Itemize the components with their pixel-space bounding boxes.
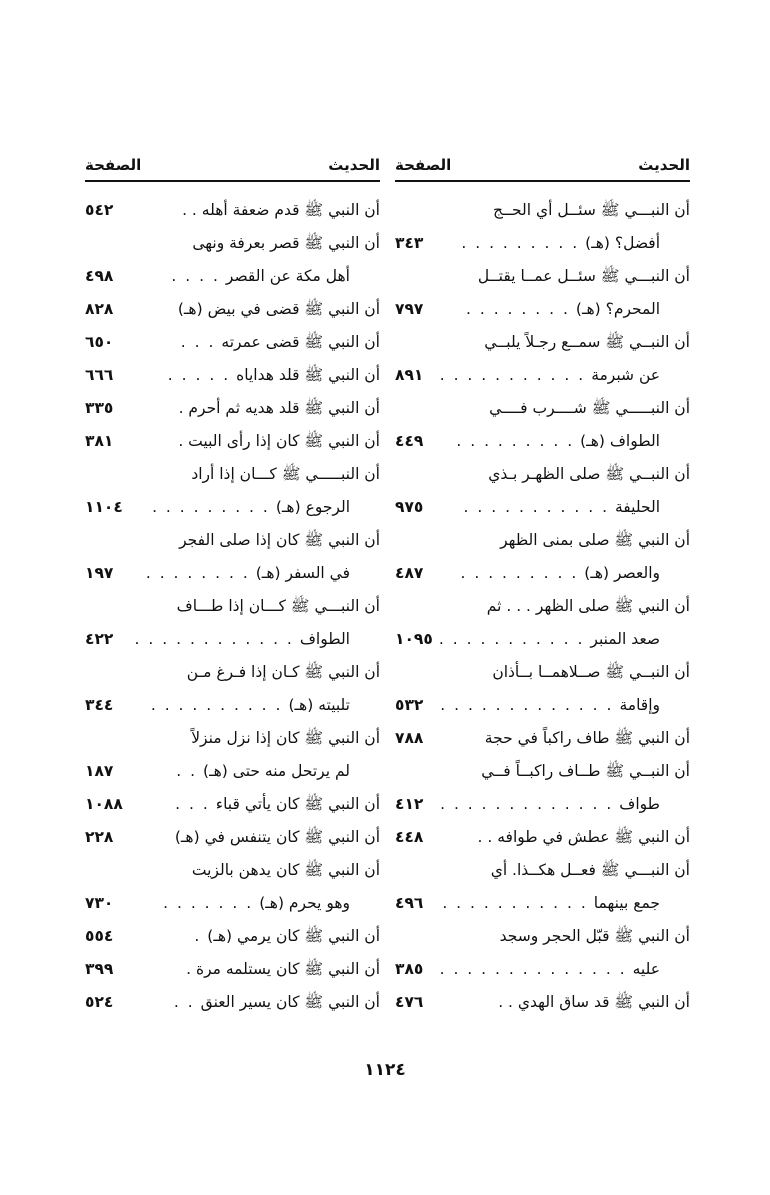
hadith-text: صعد المنبر <box>590 630 660 648</box>
page-ref: ٨٩١ <box>395 366 424 384</box>
hadith-text: أن النبــي ﷺ طــاف راكبــاً فــي <box>481 762 690 780</box>
hadith-text: أن النبي ﷺ صلى الظهر . . . ثم <box>486 597 690 615</box>
hadith-text: أن النبي ﷺ كان إذا رأى البيت . <box>178 432 380 450</box>
column-header <box>85 150 380 182</box>
dot-leader: . . . <box>180 333 216 351</box>
page-ref: ٤٢٢ <box>85 630 114 648</box>
hadith-text: أن النبي ﷺ كان إذا صلى الفجر <box>179 531 380 549</box>
hadith-text: أن النبي ﷺ كان يتنفس في (هـ) <box>174 828 380 846</box>
hadith-text: أن النبــي ﷺ صلى الظهـر بـذي <box>488 465 690 483</box>
dot-leader: . . . . <box>171 267 220 285</box>
hadith-text: أن النبي ﷺ قبّل الحجر وسجد <box>499 927 690 945</box>
index-entry <box>85 953 380 986</box>
hadith-text: أن النبي ﷺ كان يسير العنق <box>200 993 380 1011</box>
hadith-text: أن النبـــي ﷺ سئــل عمــا يقتــل <box>477 267 690 285</box>
hadith-text: أن النبــي ﷺ سمــع رجـلاً يلبــي <box>484 333 690 351</box>
index-entry <box>395 293 690 326</box>
page-ref: ٤٩٨ <box>85 267 114 285</box>
index-entry <box>395 260 690 293</box>
page-ref: ٣٤٤ <box>85 696 114 714</box>
dot-leader: . . . . . . . . . <box>460 564 579 582</box>
index-entry <box>395 557 690 590</box>
index-entry <box>85 821 380 854</box>
page-ref: ٣٨٥ <box>395 960 424 978</box>
index-entry <box>395 425 690 458</box>
page-ref: ٤١٢ <box>395 795 424 813</box>
index-entry <box>85 986 380 1019</box>
dot-leader: . . . . . . . . . <box>152 498 270 516</box>
index-entry <box>85 227 380 260</box>
page-ref: ٤٤٨ <box>395 828 424 846</box>
index-entry <box>395 887 690 920</box>
hadith-text: الرجوع (هـ) <box>275 498 350 516</box>
hadith-text: وإقامة <box>619 696 660 714</box>
index-entry <box>85 590 380 623</box>
index-entry <box>395 821 690 854</box>
dot-leader: . . . . . . . . . . . . <box>134 630 294 648</box>
hadith-text: وهو يحرم (هـ) <box>259 894 350 912</box>
page-ref: ٤٩٦ <box>395 894 424 912</box>
header-hadith: الحديث <box>328 156 380 174</box>
hadith-text: لم يرتحل منه حتى (هـ) <box>203 762 350 780</box>
dot-leader: . . . . . . . . . <box>456 432 575 450</box>
dot-leader: . . . . . . . . . . . <box>439 366 586 384</box>
column-header <box>395 150 690 182</box>
hadith-text: أن النبي ﷺ كان إذا نزل منزلاً <box>191 729 380 747</box>
hadith-text: أن النبي ﷺ كان يأتي قباء <box>215 795 380 813</box>
index-entry <box>85 260 380 293</box>
hadith-text: أن النبي ﷺ طاف راكباً في حجة <box>484 729 690 747</box>
hadith-text: أن النبـــي ﷺ سئــل أي الحــج <box>492 201 690 219</box>
index-entry <box>85 788 380 821</box>
page-ref: ٧٣٠ <box>85 894 114 912</box>
page-ref: ٥٤٢ <box>85 201 114 219</box>
index-entry <box>395 590 690 623</box>
hadith-text: أن النبي ﷺ عطش في طوافه . . <box>477 828 690 846</box>
hadith-text: أن النبي ﷺ كـان إذا فـرغ مـن <box>186 663 380 681</box>
page-ref: ٤٤٩ <box>395 432 424 450</box>
page-ref: ٤٧٦ <box>395 993 424 1011</box>
hadith-text: تلبيته (هـ) <box>288 696 350 714</box>
dot-leader: . . . . . . . . . . . . . <box>440 795 614 813</box>
page-ref: ٣٨١ <box>85 432 114 450</box>
page-ref: ٣٩٩ <box>85 960 114 978</box>
index-entry <box>395 623 690 656</box>
index-column-right <box>395 150 690 1019</box>
page-ref: ٧٨٨ <box>395 729 424 747</box>
index-entry <box>85 920 380 953</box>
index-entry <box>395 689 690 722</box>
hadith-text: أن النبـــي ﷺ كـــان إذا طـــاف <box>176 597 380 615</box>
index-entry <box>85 557 380 590</box>
page-ref: ٢٢٨ <box>85 828 114 846</box>
dot-leader: . . . . . . . . <box>145 564 250 582</box>
index-entry <box>395 458 690 491</box>
hadith-text: أن النبي ﷺ كان يدهن بالزيت <box>191 861 380 879</box>
index-entry <box>395 986 690 1019</box>
hadith-text: جمع بينهما <box>593 894 660 912</box>
dot-leader: . . . . . . . . . . . <box>463 498 609 516</box>
index-entry <box>85 689 380 722</box>
hadith-text: أن النبي ﷺ صلى بمنى الظهر <box>500 531 690 549</box>
page-ref: ٩٧٥ <box>395 498 424 516</box>
index-entry <box>85 623 380 656</box>
dot-leader: . <box>194 927 202 945</box>
index-entry <box>85 194 380 227</box>
hadith-text: الحليفة <box>615 498 660 516</box>
index-entry <box>85 722 380 755</box>
index-entries <box>85 194 380 1019</box>
hadith-text: أن النبي ﷺ قد ساق الهدي . . <box>498 993 690 1011</box>
hadith-text: أهل مكة عن القصر <box>225 267 350 285</box>
index-entry <box>395 854 690 887</box>
page-ref: ١٠٩٥ <box>395 630 433 648</box>
hadith-text: أن النبي ﷺ كان يستلمه مرة . <box>186 960 380 978</box>
dot-leader: . . . . . . . <box>163 894 254 912</box>
index-entry <box>395 656 690 689</box>
page-ref: ٦٥٠ <box>85 333 114 351</box>
index-column-left <box>85 150 380 1019</box>
hadith-text: عن شبرمة <box>591 366 660 384</box>
header-page: الصفحة <box>85 156 142 174</box>
page-number: ١١٢٤ <box>364 1060 406 1080</box>
page-ref: ٣٤٣ <box>395 234 424 252</box>
dot-leader: . . <box>176 762 198 780</box>
hadith-text: أن النبي ﷺ قلد هداياه <box>236 366 380 384</box>
hadith-text: أن النبـــــي ﷺ كـــان إذا أراد <box>191 465 380 483</box>
page-ref: ٤٨٧ <box>395 564 424 582</box>
page-ref: ٥٢٤ <box>85 993 114 1011</box>
header-page: الصفحة <box>395 156 452 174</box>
hadith-text: الطواف <box>299 630 350 648</box>
hadith-text: أن النبي ﷺ قصر بعرفة ونهى <box>192 234 380 252</box>
index-entry <box>395 392 690 425</box>
dot-leader: . . . . . . . . <box>465 300 570 318</box>
page-ref: ٥٥٤ <box>85 927 114 945</box>
header-hadith: الحديث <box>638 156 690 174</box>
hadith-text: طواف <box>619 795 660 813</box>
index-entry <box>395 722 690 755</box>
dot-leader: . . . <box>175 795 210 813</box>
index-entry <box>395 326 690 359</box>
dot-leader: . . . . . . . . . . <box>150 696 283 714</box>
page-ref: ٦٦٦ <box>85 366 114 384</box>
index-entry <box>395 491 690 524</box>
index-entry <box>395 755 690 788</box>
index-entry <box>85 359 380 392</box>
index-entry <box>85 326 380 359</box>
index-entry <box>395 953 690 986</box>
dot-leader: . . <box>173 993 195 1011</box>
hadith-text: الطواف (هـ) <box>580 432 660 450</box>
hadith-text: أن النبي ﷺ قلد هديه ثم أحرم . <box>178 399 380 417</box>
index-entry <box>85 755 380 788</box>
page-ref: ١٠٨٨ <box>85 795 123 813</box>
index-entry <box>85 458 380 491</box>
hadith-text: والعصر (هـ) <box>584 564 660 582</box>
index-entry <box>85 524 380 557</box>
page-ref: ١١٠٤ <box>85 498 123 516</box>
hadith-text: أن النبي ﷺ كان يرمي (هـ) <box>207 927 380 945</box>
page-ref: ٥٣٢ <box>395 696 424 714</box>
page-ref: ٧٩٧ <box>395 300 424 318</box>
index-entry <box>395 227 690 260</box>
hadith-text: أفضل؟ (هـ) <box>585 234 660 252</box>
dot-leader: . . . . . . . . . . . <box>442 894 588 912</box>
index-entry <box>395 920 690 953</box>
hadith-text: أن النبـــي ﷺ فعــل هكــذا. أي <box>490 861 690 879</box>
hadith-text: في السفر (هـ) <box>255 564 350 582</box>
dot-leader: . . . . . . . . . <box>461 234 580 252</box>
hadith-text: أن النبــي ﷺ صــلاهمــا بــأذان <box>492 663 690 681</box>
index-entry <box>395 788 690 821</box>
index-entry <box>395 359 690 392</box>
index-entry <box>85 491 380 524</box>
index-entry <box>85 392 380 425</box>
hadith-text: أن النبي ﷺ قدم ضعفة أهله . . <box>182 201 380 219</box>
page-ref: ١٨٧ <box>85 762 114 780</box>
hadith-text: أن النبي ﷺ قضى عمرته <box>221 333 380 351</box>
index-entry <box>85 887 380 920</box>
hadith-text: أن النبي ﷺ قضى في بيض (هـ) <box>177 300 380 318</box>
page-ref: ١٩٧ <box>85 564 114 582</box>
page-ref: ٨٢٨ <box>85 300 114 318</box>
index-entries <box>395 194 690 1019</box>
dot-leader: . . . . . . . . . . . <box>438 630 585 648</box>
dot-leader: . . . . . . . . . . . . . . <box>439 960 627 978</box>
index-entry <box>395 194 690 227</box>
hadith-text: أن النبـــــي ﷺ شــــرب فــــي <box>489 399 690 417</box>
index-entry <box>85 854 380 887</box>
dot-leader: . . . . . <box>167 366 231 384</box>
hadith-text: عليه <box>632 960 660 978</box>
dot-leader: . . . . . . . . . . . . . <box>440 696 614 714</box>
index-entry <box>85 293 380 326</box>
index-entry <box>395 524 690 557</box>
page-ref: ٣٣٥ <box>85 399 114 417</box>
hadith-text: المحرم؟ (هـ) <box>575 300 660 318</box>
index-entry <box>85 656 380 689</box>
index-entry <box>85 425 380 458</box>
